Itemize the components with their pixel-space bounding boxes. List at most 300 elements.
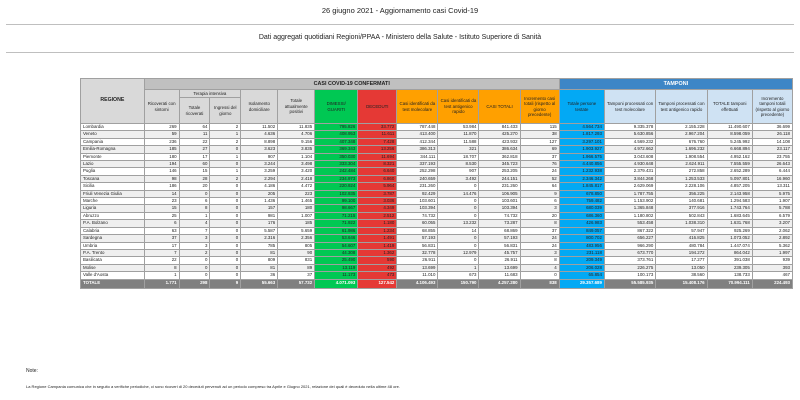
header-region: REGIONE	[81, 79, 145, 124]
cell-deceduti: 473	[358, 272, 397, 279]
cell-incremento-casi: 20	[520, 212, 559, 219]
table-row	[81, 138, 793, 145]
cell-ti-totali: 17	[179, 153, 210, 160]
cell-tamponi-molecolare: 55.585.935	[604, 279, 655, 288]
cell-ti-totali: 6	[179, 198, 210, 205]
cell-positivi: 185	[278, 220, 315, 227]
cell-tamponi-incremento: 224.493	[752, 279, 792, 288]
cell-persone-testate: 678.850	[559, 190, 604, 197]
cell-guariti: 220.924	[315, 183, 358, 190]
cell-deceduti: 590	[358, 257, 397, 264]
cell-casi-molecolare: 4.106.493	[397, 279, 438, 288]
cell-guariti: 13.119	[315, 264, 358, 271]
cell-casi-totali: 11.683	[479, 272, 520, 279]
cell-incremento-casi: 127	[520, 138, 559, 145]
cell-tamponi-antigenico: 676.760	[656, 138, 707, 145]
cell-region: Puglia	[81, 168, 145, 175]
header-tamponi-molecolare: Tamponi processati con test molecolare	[604, 90, 655, 124]
cell-casi-molecolare: 413.400	[397, 131, 438, 138]
cell-casi-antigenico: 0	[438, 212, 479, 219]
cell-casi-totali: 56.831	[479, 242, 520, 249]
cell-casi-antigenico: 0	[438, 198, 479, 205]
cell-guariti: 408.953	[315, 131, 358, 138]
cell-guariti: 350.030	[315, 153, 358, 160]
cell-tamponi-incremento: 939	[752, 257, 792, 264]
cell-tamponi-antigenico: 356.225	[656, 190, 707, 197]
cell-region: Abruzzo	[81, 212, 145, 219]
cell-ti-totali: 0	[179, 257, 210, 264]
cell-ricoverati: 6	[144, 220, 179, 227]
cell-casi-molecolare: 74.732	[397, 212, 438, 219]
cell-isolamento: 2.294	[241, 175, 278, 182]
cell-tamponi-incremento: 3.207	[752, 220, 792, 227]
cell-tamponi-antigenico: 194.272	[656, 249, 707, 256]
cell-casi-molecolare: 412.344	[397, 138, 438, 145]
cell-casi-antigenico: 673	[438, 272, 479, 279]
cell-tamponi-molecolare: 5.630.856	[604, 131, 655, 138]
cell-tamponi-antigenico: 480.784	[656, 242, 707, 249]
cell-persone-testate: 2.346.342	[559, 175, 604, 182]
cell-ti-ingressi: 0	[210, 183, 241, 190]
subtitle-divider	[6, 52, 794, 53]
cell-guariti: 234.973	[315, 175, 358, 182]
cell-tamponi-incremento: 36.699	[752, 124, 792, 131]
cell-casi-totali: 45.757	[479, 249, 520, 256]
cell-positivi: 5.659	[278, 227, 315, 234]
cell-ricoverati: 23	[144, 198, 179, 205]
cell-casi-antigenico: 321	[438, 146, 479, 153]
cell-persone-testate: 800.702	[559, 235, 604, 242]
cell-casi-molecolare: 103.394	[397, 205, 438, 212]
cell-region: P.A. Trento	[81, 249, 145, 256]
cell-incremento-casi: 69	[520, 146, 559, 153]
cell-casi-antigenico: 1	[438, 264, 479, 271]
header-isolamento: Isolamento domiciliare	[241, 90, 278, 124]
band-tamponi: TAMPONI	[559, 79, 792, 90]
header-positivi: Totale attualmente positivi	[278, 90, 315, 124]
cell-deceduti: 2.512	[358, 212, 397, 219]
cell-region: Liguria	[81, 205, 145, 212]
cell-incremento-casi: 24	[520, 242, 559, 249]
cell-persone-testate: 759.482	[559, 198, 604, 205]
cell-persone-testate: 1.817.293	[559, 131, 604, 138]
cell-guariti: 71.922	[315, 220, 358, 227]
cell-guariti: 71.215	[315, 212, 358, 219]
cell-casi-totali: 244.151	[479, 175, 520, 182]
cell-persone-testate: 686.360	[559, 212, 604, 219]
table-row	[81, 161, 793, 168]
header-casi-totali: CASI TOTALI	[479, 90, 520, 124]
cell-incremento-casi: 76	[520, 161, 559, 168]
cell-region: Lazio	[81, 161, 145, 168]
cell-tamponi-molecolare: 9.335.378	[604, 124, 655, 131]
cell-casi-totali: 841.433	[479, 124, 520, 131]
cell-guariti: 369.343	[315, 146, 358, 153]
table-row	[81, 249, 793, 256]
cell-casi-antigenico: 0	[438, 235, 479, 242]
cell-region: Friuli Venezia Giulia	[81, 190, 145, 197]
cell-guariti: 54.607	[315, 242, 358, 249]
cell-deceduti: 4.349	[358, 205, 397, 212]
cell-tamponi-totali: 1.631.768	[707, 220, 752, 227]
cell-ricoverati: 17	[144, 242, 179, 249]
cell-region: Umbria	[81, 242, 145, 249]
cell-ti-ingressi: 2	[210, 175, 241, 182]
cell-tamponi-incremento: 2.062	[752, 227, 792, 234]
header-ti-totali: Totale ricoverati	[179, 98, 210, 124]
cell-tamponi-antigenico: 1.908.554	[656, 153, 707, 160]
cell-guariti: 4.071.093	[315, 279, 358, 288]
cell-positivi: 9.156	[278, 138, 315, 145]
cell-tamponi-antigenico: 272.858	[656, 168, 707, 175]
cell-tamponi-incremento: 16.960	[752, 175, 792, 182]
cell-tamponi-molecolare: 3.844.268	[604, 175, 655, 182]
cell-region: TOTALE	[81, 279, 145, 288]
cell-guariti: 53.646	[315, 235, 358, 242]
cell-ricoverati: 180	[144, 153, 179, 160]
cell-casi-totali: 362.818	[479, 153, 520, 160]
cell-incremento-casi: 38	[520, 131, 559, 138]
cell-tamponi-antigenico: 13.050	[656, 264, 707, 271]
cell-tamponi-molecolare: 1.153.902	[604, 198, 655, 205]
cell-guariti: 25.490	[315, 257, 358, 264]
cell-incremento-casi: 37	[520, 227, 559, 234]
cell-isolamento: 4.636	[241, 131, 278, 138]
cell-positivi: 4.706	[278, 131, 315, 138]
cell-tamponi-antigenico: 2.624.911	[656, 161, 707, 168]
cell-ti-ingressi: 0	[210, 190, 241, 197]
cell-casi-totali: 26.911	[479, 257, 520, 264]
cell-tamponi-molecolare: 2.629.069	[604, 183, 655, 190]
cell-ricoverati: 1.771	[144, 279, 179, 288]
cell-ti-ingressi: 0	[210, 272, 241, 279]
cell-persone-testate: 4.440.856	[559, 161, 604, 168]
cell-deceduti: 1.180	[358, 220, 397, 227]
cell-casi-totali: 345.723	[479, 161, 520, 168]
table-row	[81, 168, 793, 175]
cell-isolamento: 907	[241, 153, 278, 160]
cell-casi-antigenico: 12.979	[438, 249, 479, 256]
cell-positivi: 3.420	[278, 168, 315, 175]
cell-region: Marche	[81, 198, 145, 205]
cell-casi-totali: 423.932	[479, 138, 520, 145]
header-tamponi-totali: TOTALE tamponi effettuati	[707, 90, 752, 124]
cell-tamponi-totali: 1.294.583	[707, 198, 752, 205]
cell-ti-totali: 8	[179, 205, 210, 212]
cell-tamponi-incremento: 2.892	[752, 235, 792, 242]
cell-ti-ingressi: 0	[210, 264, 241, 271]
cell-tamponi-incremento: 5.788	[752, 205, 792, 212]
table-body	[81, 124, 793, 289]
cell-deceduti: 11.694	[358, 153, 397, 160]
cell-ricoverati: 269	[144, 124, 179, 131]
cell-casi-molecolare: 32.778	[397, 249, 438, 256]
cell-isolamento: 4.186	[241, 183, 278, 190]
cell-casi-totali: 4.257.280	[479, 279, 520, 288]
cell-persone-testate: 426.983	[559, 220, 604, 227]
table-row	[81, 264, 793, 271]
cell-ricoverati: 194	[144, 161, 179, 168]
cell-tamponi-antigenico: 416.825	[656, 235, 707, 242]
cell-casi-molecolare: 240.659	[397, 175, 438, 182]
cell-deceduti: 127.542	[358, 279, 397, 288]
cell-tamponi-molecolare: 373.761	[604, 257, 655, 264]
cell-incremento-casi: 64	[520, 183, 559, 190]
cell-incremento-casi: 8	[520, 220, 559, 227]
cell-ti-totali: 3	[179, 235, 210, 242]
cell-tamponi-molecolare: 966.290	[604, 242, 655, 249]
page-subtitle: Dati aggregati quotidiani Regioni/PPAA - Ministero della Salute - Istituto Superiore di Sanità	[258, 34, 542, 41]
cell-tamponi-totali: 239.305	[707, 264, 752, 271]
cell-incremento-casi: 115	[520, 124, 559, 131]
header-casi-molecolare: Casi identificati da test molecolare	[397, 90, 438, 124]
cell-ti-ingressi: 0	[210, 235, 241, 242]
cell-casi-antigenico: 907	[438, 168, 479, 175]
cell-tamponi-totali: 4.857.205	[707, 183, 752, 190]
cell-isolamento: 981	[241, 212, 278, 219]
cell-positivi: 11.835	[278, 124, 315, 131]
cell-positivi: 37	[278, 272, 315, 279]
cell-casi-totali: 68.869	[479, 227, 520, 234]
cell-deceduti: 8.321	[358, 161, 397, 168]
cell-isolamento: 3.244	[241, 161, 278, 168]
cell-tamponi-incremento: 6.579	[752, 212, 792, 219]
header-tamponi-incremento: Incremento tamponi totali (rispetto al giorno precedente)	[752, 90, 792, 124]
cell-tamponi-molecolare: 4.569.232	[604, 138, 655, 145]
cell-casi-totali: 57.193	[479, 235, 520, 242]
cell-casi-antigenico: 0	[438, 183, 479, 190]
cell-isolamento: 176	[241, 220, 278, 227]
cell-ti-ingressi: 0	[210, 198, 241, 205]
cell-tamponi-antigenico: 1.696.232	[656, 146, 707, 153]
cell-ti-totali: 2	[179, 249, 210, 256]
cell-incremento-casi: 838	[520, 279, 559, 288]
cell-positivi: 89	[278, 264, 315, 271]
cell-positivi: 57.732	[278, 279, 315, 288]
cell-casi-antigenico: 14	[438, 227, 479, 234]
cell-incremento-casi: 3	[520, 205, 559, 212]
cell-tamponi-incremento: 1.997	[752, 249, 792, 256]
cell-tamponi-incremento: 23.117	[752, 146, 792, 153]
header-tamponi-antigenico: Tamponi processati con test antigenico rapido	[656, 90, 707, 124]
cell-persone-testate: 4.564.734	[559, 124, 604, 131]
cell-casi-molecolare: 787.448	[397, 124, 438, 131]
cell-incremento-casi: 4	[520, 264, 559, 271]
cell-isolamento: 36	[241, 272, 278, 279]
table-row	[81, 146, 793, 153]
notes-text: La Regione Campania comunica che in seguito a verifiche periodiche, ci sono ricoveri di 20 deceduti pervenuti ad un periodo compreso tra Aprile e Giugno 2021, relazione dei quali è deceduto nella ultime 48 ore.	[26, 384, 401, 389]
table-row	[81, 242, 793, 249]
cell-ti-ingressi: 0	[210, 212, 241, 219]
cell-ricoverati: 14	[144, 190, 179, 197]
cell-tamponi-totali: 11.490.607	[707, 124, 752, 131]
cell-ti-totali: 0	[179, 190, 210, 197]
cell-tamponi-molecolare: 1.365.848	[604, 205, 655, 212]
cell-tamponi-totali: 138.733	[707, 272, 752, 279]
cell-guariti: 11.173	[315, 272, 358, 279]
cell-deceduti: 1.491	[358, 235, 397, 242]
cell-casi-molecolare: 231.260	[397, 183, 438, 190]
cell-tamponi-incremento: 467	[752, 272, 792, 279]
cell-ti-totali: 11	[179, 131, 210, 138]
cell-tamponi-molecolare: 4.930.648	[604, 161, 655, 168]
cell-tamponi-antigenico: 502.843	[656, 212, 707, 219]
cell-region: Piemonte	[81, 153, 145, 160]
cell-positivi: 180	[278, 205, 315, 212]
cell-persone-testate: 29.357.689	[559, 279, 604, 288]
cell-ti-ingressi: 2	[210, 124, 241, 131]
cell-tamponi-antigenico: 2.155.228	[656, 124, 707, 131]
cell-region: Lombardia	[81, 124, 145, 131]
table-row	[81, 227, 793, 234]
cell-tamponi-totali: 391.038	[707, 257, 752, 264]
cell-isolamento: 81	[241, 264, 278, 271]
cell-tamponi-incremento: 6.444	[752, 168, 792, 175]
cell-casi-totali: 73.287	[479, 220, 520, 227]
cell-ricoverati: 186	[144, 183, 179, 190]
cell-region: Molise	[81, 264, 145, 271]
cell-ti-ingressi: 9	[210, 279, 241, 288]
cell-tamponi-totali: 864.042	[707, 249, 752, 256]
cell-casi-totali: 13.699	[479, 264, 520, 271]
cell-persone-testate: 1.966.575	[559, 153, 604, 160]
cell-tamponi-incremento: 26.118	[752, 131, 792, 138]
cell-ricoverati: 15	[144, 205, 179, 212]
cell-casi-totali: 386.634	[479, 146, 520, 153]
cell-casi-totali: 253.205	[479, 168, 520, 175]
cell-tamponi-incremento: 26.643	[752, 161, 792, 168]
table-row	[81, 124, 793, 131]
cell-ti-totali: 7	[179, 227, 210, 234]
cell-tamponi-antigenico: 140.681	[656, 198, 707, 205]
cell-tamponi-antigenico: 38.560	[656, 272, 707, 279]
table-row	[81, 272, 793, 279]
cell-casi-molecolare: 68.855	[397, 227, 438, 234]
cell-positivi: 3.835	[278, 146, 315, 153]
cell-ricoverati: 98	[144, 175, 179, 182]
cell-incremento-casi: 9	[520, 190, 559, 197]
cell-tamponi-totali: 7.555.559	[707, 161, 752, 168]
cell-tamponi-totali: 70.994.111	[707, 279, 752, 288]
cell-persone-testate: 231.118	[559, 249, 604, 256]
cell-positivi: 831	[278, 257, 315, 264]
cell-casi-molecolare: 13.699	[397, 264, 438, 271]
cell-region: Veneto	[81, 131, 145, 138]
cell-persone-testate: 680.039	[559, 205, 604, 212]
cell-persone-testate: 3.297.101	[559, 138, 604, 145]
cell-casi-totali: 106.905	[479, 190, 520, 197]
cell-positivi: 3.498	[278, 161, 315, 168]
cell-tamponi-totali: 1.683.645	[707, 212, 752, 219]
cell-tamponi-antigenico: 2.228.106	[656, 183, 707, 190]
cell-incremento-casi: 37	[520, 153, 559, 160]
cell-guariti: 44.308	[315, 249, 358, 256]
cell-casi-antigenico: 3.492	[438, 175, 479, 182]
cell-ti-ingressi: 1	[210, 153, 241, 160]
cell-casi-molecolare: 57.193	[397, 235, 438, 242]
cell-ti-totali: 20	[179, 183, 210, 190]
cell-incremento-casi: 8	[520, 257, 559, 264]
cell-casi-antigenico: 13.232	[438, 220, 479, 227]
cell-ti-ingressi: 2	[210, 138, 241, 145]
cell-ti-totali: 0	[179, 272, 210, 279]
cell-ricoverati: 37	[144, 235, 179, 242]
cell-casi-molecolare: 26.911	[397, 257, 438, 264]
cell-tamponi-totali: 1.073.052	[707, 235, 752, 242]
cell-casi-totali: 103.601	[479, 198, 520, 205]
cell-guariti: 407.348	[315, 138, 358, 145]
cell-ti-ingressi: 0	[210, 205, 241, 212]
header-persone-testate: Totale persone testate	[559, 90, 604, 124]
header-terapia-intensiva: Terapia intensiva	[179, 90, 241, 98]
cell-casi-antigenico: 0	[438, 257, 479, 264]
cell-tamponi-antigenico: 1.253.533	[656, 175, 707, 182]
cell-ti-totali: 0	[179, 264, 210, 271]
cell-tamponi-incremento: 13.311	[752, 183, 792, 190]
table-row	[81, 220, 793, 227]
cell-casi-totali: 425.270	[479, 131, 520, 138]
cell-tamponi-antigenico: 57.947	[656, 227, 707, 234]
cell-tamponi-totali: 925.269	[707, 227, 752, 234]
cell-ti-totali: 22	[179, 138, 210, 145]
cell-casi-totali: 231.260	[479, 183, 520, 190]
table-row	[81, 153, 793, 160]
cell-deceduti: 5.964	[358, 183, 397, 190]
table-row	[81, 131, 793, 138]
cell-casi-antigenico: 8.530	[438, 161, 479, 168]
cell-deceduti: 3.787	[358, 190, 397, 197]
cell-deceduti: 492	[358, 264, 397, 271]
cell-region: Toscana	[81, 175, 145, 182]
cell-persone-testate: 1.232.938	[559, 168, 604, 175]
cell-ricoverati: 59	[144, 131, 179, 138]
cell-tamponi-incremento: 5.362	[752, 242, 792, 249]
cell-casi-antigenico: 150.790	[438, 279, 479, 288]
cell-deceduti: 3.036	[358, 198, 397, 205]
cell-casi-molecolare: 92.429	[397, 190, 438, 197]
cell-isolamento: 809	[241, 257, 278, 264]
cell-region: Sicilia	[81, 183, 145, 190]
cell-region: Valle d'Aosta	[81, 272, 145, 279]
cell-tamponi-molecolare: 553.458	[604, 220, 655, 227]
cell-ti-ingressi: 0	[210, 249, 241, 256]
cell-ti-totali: 3	[179, 242, 210, 249]
cell-incremento-casi: 6	[520, 198, 559, 205]
cell-tamponi-incremento: 5.975	[752, 190, 792, 197]
cell-ricoverati: 63	[144, 227, 179, 234]
cell-ti-totali: 27	[179, 146, 210, 153]
cell-incremento-casi: 24	[520, 235, 559, 242]
cell-deceduti: 1.419	[358, 242, 397, 249]
cell-ricoverati: 8	[144, 264, 179, 271]
cell-casi-molecolare: 56.831	[397, 242, 438, 249]
cell-tamponi-molecolare: 226.275	[604, 264, 655, 271]
cell-positivi: 1.007	[278, 212, 315, 219]
cell-persone-testate: 849.057	[559, 227, 604, 234]
cell-tamponi-antigenico: 2.967.204	[656, 131, 707, 138]
cell-ricoverati: 25	[144, 212, 179, 219]
cell-ti-ingressi: 0	[210, 227, 241, 234]
cell-isolamento: 1.436	[241, 198, 278, 205]
cell-casi-molecolare: 11.010	[397, 272, 438, 279]
cell-ti-totali: 60	[179, 161, 210, 168]
cell-isolamento: 3.623	[241, 146, 278, 153]
header-incremento-casi: Incremento casi totali (rispetto al giorno precedente)	[520, 90, 559, 124]
cell-ricoverati: 236	[144, 138, 179, 145]
cell-guariti: 98.667	[315, 205, 358, 212]
cell-isolamento: 2.316	[241, 235, 278, 242]
cell-guariti: 99.100	[315, 198, 358, 205]
